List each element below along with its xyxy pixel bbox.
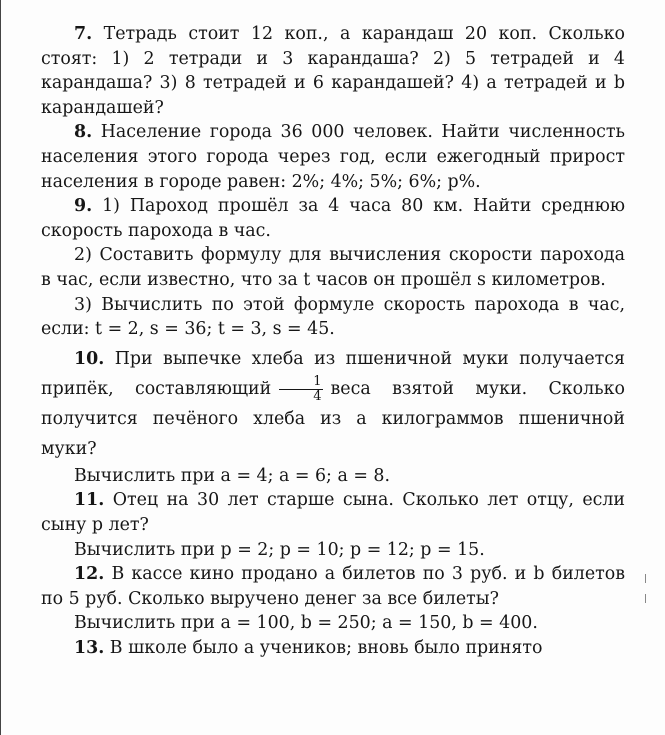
- problem-number: 8.: [74, 122, 93, 143]
- problem-text: 1) Пароход прошёл за 4 часа 80 км. Найти среднюю скорость парохода в час.: [41, 196, 625, 241]
- page-edge-mark: [645, 574, 646, 583]
- problem-number: 11.: [74, 490, 105, 511]
- problem-12-compute: Вычислить при a = 100, b = 250; a = 150, b = 400.: [74, 613, 538, 634]
- problem-9-part-1: [41, 194, 625, 243]
- problem-8: [41, 120, 625, 194]
- page-edge-mark: [645, 594, 646, 603]
- problem-10-compute: Вычислить при a = 4; a = 6; a = 8.: [74, 465, 391, 486]
- problem-11: [41, 488, 625, 537]
- problem-text-after: веса взятой муки. Сколько получится печёного хлеба из a килограммов пшеничной муки?: [41, 378, 625, 459]
- problem-text: Отец на 30 лет старше сына. Сколько лет отцу, если сыну p лет?: [41, 490, 625, 535]
- problem-list: [41, 22, 625, 660]
- problem-number: 7.: [74, 24, 93, 44]
- problem-number: 13.: [74, 637, 105, 658]
- problem-13: [41, 636, 625, 661]
- problem-text: Тетрадь стоит 12 коп., а карандаш 20 коп. Сколько стоят: 1) 2 тетради и 3 карандаша? 2) 5 тетрадей и 4 карандаша? 3) 8 тетрадей и 6 карандашей? 4) a тетрадей и b карандашей?: [41, 24, 625, 118]
- problem-12: [41, 562, 625, 611]
- problem-11-compute: Вычислить при p = 2; p = 10; p = 12; p = 15.: [74, 539, 485, 560]
- problem-text: Население города 36 000 человек. Найти численность населения этого города через год, если ежегодный прирост населения в городе равен: 2%; 4%; 5%; 6%; p%.: [41, 122, 625, 192]
- problem-text: В кассе кино продано a билетов по 3 руб. и b билетов по 5 руб. Сколько выручено денег за все билеты?: [41, 564, 626, 609]
- problem-number: 10.: [74, 348, 105, 369]
- problem-text: В школе было a учеников; вновь было принято: [109, 637, 543, 658]
- problem-10: [41, 344, 625, 464]
- problem-number: 12.: [74, 564, 105, 585]
- problem-9-part-3: 3) Вычислить по этой формуле скорость парохода в час, если: t = 2, s = 36; t = 3, s = 45.: [41, 294, 625, 340]
- fraction: [279, 375, 322, 404]
- problem-9-part-2: 2) Составить формулу для вычисления скорости парохода в час, если известно, что за t часов он прошёл s километров.: [41, 245, 625, 290]
- problem-text-before: При выпечке хлеба из пшеничной муки получается припёк, составляющий: [41, 348, 625, 399]
- fraction-numerator: 1: [279, 375, 322, 390]
- problem-7: [41, 22, 625, 120]
- fraction-denominator: 4: [313, 388, 322, 404]
- problem-number: 9.: [74, 196, 93, 217]
